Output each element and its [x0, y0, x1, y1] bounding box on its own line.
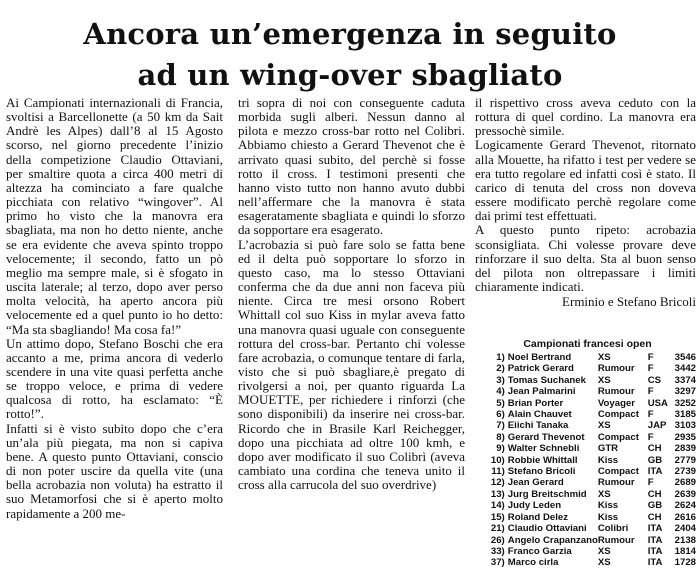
pilot-name: Judy Leden [507, 500, 562, 512]
points: 3374 [674, 374, 696, 386]
results-row [475, 557, 696, 568]
glider-model: Rumour [597, 363, 635, 375]
glider-model: Kiss [597, 511, 619, 523]
pilot-name: Jean Palmarini [507, 386, 576, 398]
glider-model: Rumour [597, 386, 635, 398]
glider-model: XS [597, 488, 611, 500]
results-row [475, 352, 696, 363]
points: 1814 [674, 545, 696, 557]
points: 3185 [674, 409, 696, 421]
pilot-name: Angelo Crapanzano [507, 534, 598, 546]
results-row [475, 500, 696, 511]
points: 2639 [674, 488, 696, 500]
results-table [475, 352, 696, 569]
text-column-2 [238, 96, 465, 492]
result-position: 26) [490, 534, 505, 546]
results-row [475, 398, 696, 409]
results-row [475, 523, 696, 534]
result-position: 3) [496, 374, 505, 386]
results-row [475, 386, 696, 397]
nationality: F [647, 431, 654, 443]
glider-model: XS [597, 545, 611, 557]
points: 2138 [674, 534, 696, 546]
points: 2779 [674, 454, 696, 466]
glider-model: Rumour [597, 477, 635, 489]
paragraph: L’acrobazia si può fare solo se fatta bene ed il delta può sopportare lo sforzo in questo caso, ma lo stesso Ottaviani conferma che da due anni non faceva più niente. Circa tre mesi orsono Robert Whittall col suo Kiss in mylar aveva fatto una manovra quasi uguale con conseguente rottura del cross-bar. Pertanto chi volesse fare acrobazia, o comunque tentare di farla, visto che si può sbagliare,è pregato di rivolgersi a noi, per quanto riguarda La MOUETTE, per richiedere i rinforzi (che sono disponibili) da inserire nei cross-bar. Ricordo che in Brasile Karl Reichegger, dopo una picchiata ad oltre 100 kmh, e dopo aver modificato il suo Colibrì (avevа cambiato una cordina che teneva unito il cross alla carrucola del suo overdrive) [238, 236, 465, 493]
results-row [475, 512, 696, 523]
pilot-name: Brian Porter [507, 397, 564, 409]
pilot-name: Roland Delez [507, 511, 569, 523]
pilot-name: Franco Garzia [507, 545, 572, 557]
pilot-name: Stefano Bricoli [507, 466, 576, 478]
results-row [475, 409, 696, 420]
result-position: 6) [496, 409, 505, 421]
results-row [475, 420, 696, 431]
result-position: 1) [496, 352, 505, 363]
paragraph: Logicamente Gerard Thevenot, ritornato alla Mouette, ha rifatto i test per vedere se era tutto regolare ed infatti così è stato. Il carico di tenuta del cross non doveva essere modificato perchè regolare come dai primi test effettuati. [475, 137, 696, 224]
nationality: JAP [647, 420, 667, 432]
results-row [475, 363, 696, 374]
nationality: CH [647, 488, 662, 500]
paragraph: il rispettivo cross aveva ceduto con la rottura di quel cordino. La manovra era pressochè simile. [475, 95, 696, 139]
glider-model: Voyager [597, 397, 636, 409]
nationality: GB [647, 500, 663, 512]
glider-model: Kiss [597, 454, 619, 466]
results-row [475, 477, 696, 488]
paragraph: Infatti si è visto subito dopo che c’era un’ala più piegata, ma non si capiva bene. A questo punto Ottaviani, conscio di non poter uscire da quella vite (una bella acrobazia non voluta) ha estratto il suo Metamorfosi che si è aperto molto rapidamente a 200 me- [6, 420, 223, 521]
points: 3442 [674, 363, 696, 375]
pilot-name: Eiichi Tanaka [507, 420, 569, 432]
nationality: CH [647, 443, 662, 455]
results-row [475, 489, 696, 500]
nationality: F [647, 409, 654, 421]
glider-model: Compact [597, 466, 639, 478]
points: 2739 [674, 466, 696, 478]
pilot-name: Gerard Thevenot [507, 431, 585, 443]
results-row [475, 546, 696, 557]
results-row [475, 535, 696, 546]
results-row [475, 455, 696, 466]
glider-model: XS [597, 557, 611, 569]
result-position: 11) [491, 466, 505, 478]
result-position: 12) [490, 477, 505, 489]
headline-line-2: ad un wing-over sbagliato [137, 58, 563, 92]
pilot-name: Noel Bertrand [507, 352, 572, 363]
glider-model: Compact [597, 431, 639, 443]
result-position: 15) [490, 511, 505, 523]
points: 3252 [674, 397, 696, 409]
pilot-name: Patrick Gerard [507, 363, 574, 375]
headline-line-1: Ancora un’emergenza in seguito [83, 17, 617, 51]
points: 3103 [674, 420, 696, 432]
nationality: USA [647, 397, 668, 409]
pilot-name: Alain Chauvet [507, 409, 572, 421]
result-position: 2) [496, 363, 505, 375]
result-position: 5) [496, 397, 505, 409]
glider-model: Kiss [597, 500, 619, 512]
result-position: 21) [490, 523, 505, 535]
nationality: ITA [647, 523, 663, 535]
points: 2935 [674, 431, 696, 443]
pilot-name: Jean Gerard [507, 477, 564, 489]
nationality: GB [647, 454, 663, 466]
result-position: 14) [490, 500, 505, 512]
pilot-name: Walter Schnebli [507, 443, 580, 455]
glider-model: Colibri [597, 523, 629, 535]
nationality: ITA [647, 557, 663, 569]
nationality: CS [647, 374, 662, 386]
paragraph: Ai Campionati internazionali di Francia, svoltisi a Barcellonette (a 50 km da Sait Andrè les Alpes) dall’8 al 15 Agosto scorso, nel giorno precedente l’inizio della competizione Claudio Ottaviani, per smaltire quota a circa 400 metri di altezza ha cominciato a fare qualche picchiata con relativo “wingover”. Al primo ho visto che la manovra era sbagliata, ma non ho detto niente, anche se era evidente che aveva spinto troppo velocemente; il secondo, fatto un pò meglio ma sempre male, si è sfogato in uscita laterale; al terzo, dopo aver perso molta velocità, ha aperto ancora più velocemente ed a quel punto io ho detto: “Ma sta sbagliando! Ma cosa fa!” [6, 95, 223, 337]
pilot-name: Marco cirla [507, 557, 559, 569]
result-position: 8) [496, 431, 505, 443]
article-headline [0, 14, 700, 96]
text-column-1 [6, 96, 223, 521]
result-position: 33) [490, 545, 505, 557]
pilot-name: Tomas Suchanek [507, 374, 586, 386]
nationality: ITA [647, 545, 663, 557]
points: 3546 [674, 352, 696, 363]
results-row [475, 375, 696, 386]
result-position: 37) [490, 557, 505, 569]
results-row [475, 443, 696, 454]
result-position: 4) [496, 386, 505, 398]
nationality: F [647, 386, 654, 398]
result-position: 13) [490, 488, 505, 500]
points: 2616 [674, 511, 696, 523]
paragraph: A questo punto ripeto: acrobazia sconsigliata. Chi volesse provare deve rinforzare il suo delta. Sta al buon senso del pilota non oltrepassare i limiti chiaramente indicati. [475, 222, 696, 295]
pilot-name: Robbie Whittall [507, 454, 578, 466]
results-table-title: Campionati francesi open [523, 338, 652, 350]
glider-model: XS [597, 374, 611, 386]
points: 2624 [674, 500, 696, 512]
result-position: 7) [496, 420, 505, 432]
results-row [475, 466, 696, 477]
nationality: ITA [647, 466, 663, 478]
points: 2839 [674, 443, 696, 455]
text-column-3 [475, 96, 696, 309]
result-position: 9) [496, 443, 505, 455]
points: 3297 [674, 386, 696, 398]
pilot-name: Claudio Ottaviani [507, 523, 587, 535]
glider-model: XS [597, 352, 611, 363]
article-signature: Erminio e Stefano Bricoli [562, 294, 696, 310]
paragraph: tri sopra di noi con conseguente caduta morbida sugli alberi. Nessun danno al pilota e mezzo cross-bar rotto nel Colibri. Abbiamo chiesto a Gerard Thevenot che è arrivato quasi subito, del perchè si fosse rotto il cross. I testimoni presenti che hanno visto tutto non hanno avuto dubbi nell’affermare che la manovra è stata esageratamente sbagliata e quindi lo sforzo da sopportare era esagerato. [238, 95, 465, 238]
glider-model: XS [597, 420, 611, 432]
points: 2404 [674, 523, 696, 535]
result-position: 10) [490, 454, 505, 466]
glider-model: Compact [597, 409, 639, 421]
nationality: F [647, 477, 654, 489]
nationality: CH [647, 511, 662, 523]
nationality: F [647, 363, 654, 375]
paragraph: Un attimo dopo, Stefano Boschi che era accanto a me, prima ancora di vederlo scendere in una vite quasi perfetta anche se troppo veloce, e prima di vedere qualcosa di rotto, ha esclamato: “È rotto!”. [6, 335, 223, 422]
points: 1728 [674, 557, 696, 569]
glider-model: Rumour [597, 534, 635, 546]
nationality: F [647, 352, 654, 363]
points: 2689 [674, 477, 696, 489]
results-row [475, 432, 696, 443]
pilot-name: Jurg Breitschmid [507, 488, 587, 500]
nationality: ITA [647, 534, 663, 546]
glider-model: GTR [597, 443, 619, 455]
